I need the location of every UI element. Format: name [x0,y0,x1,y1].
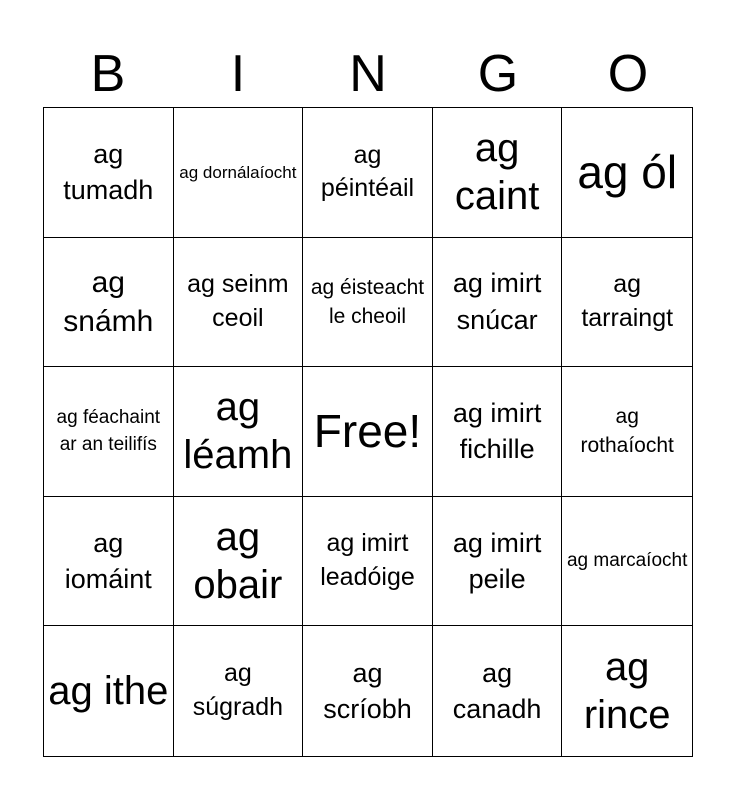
bingo-cell[interactable] [44,626,174,756]
cell-text: ag imirt snúcar [452,268,542,335]
header-letter-n: N [349,45,387,103]
cell-text: ag tumadh [63,138,154,206]
cell-text: ag péintéail [320,140,415,203]
bingo-cell[interactable] [174,626,304,756]
cell-text: ag iomáint [64,527,152,595]
bingo-cell[interactable] [303,108,433,238]
bingo-cell[interactable] [433,626,563,756]
cell-text: ag féachaint ar an teilifís [56,406,161,456]
bingo-cell[interactable] [562,238,692,368]
bingo-cell[interactable] [44,367,174,497]
bingo-cell[interactable] [303,626,433,756]
cell-text: ag rince [583,645,671,738]
cell-text: ag scríobh [323,657,412,725]
bingo-cell[interactable] [433,367,563,497]
cell-text: ag snámh [63,265,154,338]
cell-text: ag tarraingt [581,270,674,332]
bingo-cell[interactable] [303,367,433,497]
cell-text: Free! [313,405,422,458]
bingo-cell[interactable] [174,238,304,368]
bingo-cell[interactable] [44,497,174,627]
cell-text: ag marcaíocht [566,550,688,572]
bingo-board [43,107,693,757]
cell-text: ag caint [454,126,540,219]
bingo-cell[interactable] [44,238,174,368]
header-letter-o: O [607,45,649,103]
header-letter-g: G [477,45,519,103]
bingo-cell[interactable] [174,497,304,627]
bingo-cell[interactable] [433,108,563,238]
bingo-cell[interactable] [433,238,563,368]
cell-text: ag imirt peile [452,527,542,595]
cell-text: ag imirt fichille [452,398,542,465]
bingo-cell[interactable] [44,108,174,238]
cell-text: ag dornálaíocht [179,162,297,182]
cell-text: ag ól [577,146,678,199]
bingo-cell[interactable] [562,367,692,497]
bingo-cell[interactable] [303,497,433,627]
bingo-cell[interactable] [562,497,692,627]
bingo-cell[interactable] [433,497,563,627]
cell-text: ag súgradh [192,659,284,722]
cell-text: ag seinm ceoil [187,270,289,332]
cell-text: ag ithe [48,669,169,714]
cell-text: ag rothaíocht [580,405,674,458]
bingo-cell[interactable] [174,108,304,238]
cell-text: ag canadh [452,657,542,725]
bingo-header [43,40,693,108]
cell-text: ag obair [193,515,283,608]
cell-text: ag léamh [183,385,293,478]
cell-text: ag imirt leadóige [320,529,415,592]
cell-text: ag éisteacht le cheoil [310,275,425,328]
bingo-cell[interactable] [303,238,433,368]
bingo-cell[interactable] [562,108,692,238]
bingo-cell[interactable] [174,367,304,497]
bingo-cell[interactable] [562,626,692,756]
header-letter-b: B [90,45,126,103]
header-letter-i: I [230,45,246,103]
